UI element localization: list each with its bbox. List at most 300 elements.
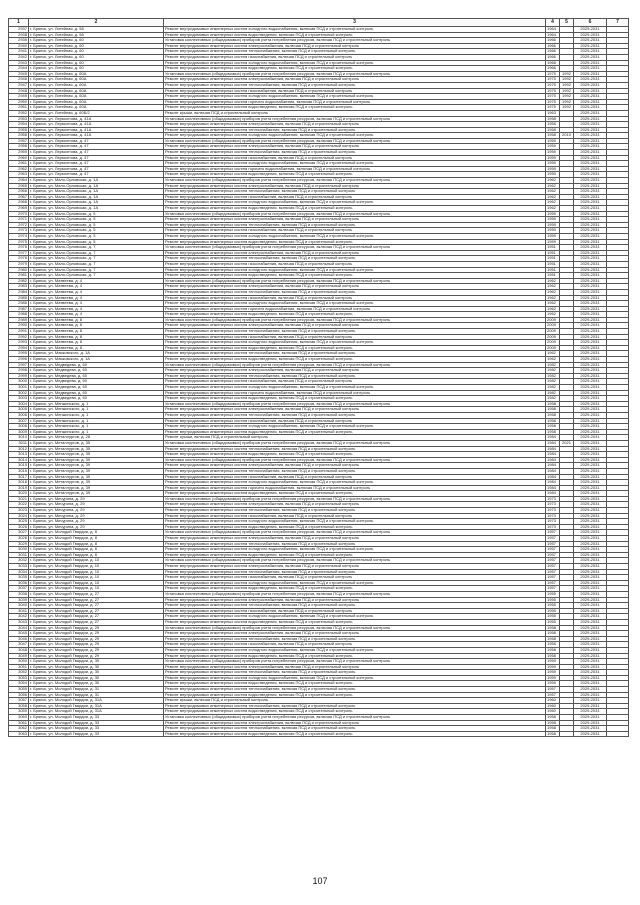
planned-period: 2029-2031 — [574, 670, 607, 676]
address: г. Брянск, ул. Литейная, д. 60Б/2 — [29, 110, 164, 116]
address: г. Брянск, ул. Маяковского, д. 1А — [29, 357, 164, 363]
year-built: 1957 — [546, 541, 560, 547]
row-number: 2977 — [9, 250, 29, 256]
planned-period: 2029-2031 — [574, 116, 607, 122]
row-number: 3026 — [9, 524, 29, 530]
row-number: 2994 — [9, 345, 29, 351]
year-built: 1958 — [546, 412, 560, 418]
work-type: Установка коллективных (общедомовых) приборов учета потребления ресурсов, включая ПСД и строительный контроль — [164, 138, 546, 144]
work-type: Установка коллективных (общедомовых) приборов учета потребления ресурсов, включая ПСД и строительный контроль — [164, 625, 546, 631]
row-number: 3063 — [9, 731, 29, 737]
year-built: 2009 — [546, 323, 560, 329]
table-header-row — [9, 19, 629, 27]
address: г. Брянск, ул. Медведева, д. 60 — [29, 368, 164, 374]
row-number: 2951 — [9, 105, 29, 111]
row-number: 3027 — [9, 530, 29, 536]
address: г. Брянск, ул. Металлургов, д. 35 — [29, 452, 164, 458]
address: г. Брянск, ул. Молодой Гвардии, д. 10 — [29, 586, 164, 592]
year-built: 1958 — [546, 133, 560, 139]
row-number: 3036 — [9, 580, 29, 586]
work-type: Ремонт внутридомовых инженерных систем теплоснабжения, включая ПСД и строительный контроль — [164, 256, 546, 262]
planned-period: 2029-2031 — [574, 541, 607, 547]
year-built: 1962 — [546, 301, 560, 307]
planned-period: 2029-2031 — [574, 664, 607, 670]
year-built: 1958 — [546, 122, 560, 128]
work-type: Ремонт внутридомовых инженерных систем горячего водоснабжения, включая ПСД и строительный контроль — [164, 99, 546, 105]
year-built: 1984 — [546, 446, 560, 452]
year-built: 1975 — [546, 88, 560, 94]
row-number: 2948 — [9, 88, 29, 94]
work-type: Ремонт внутридомовых инженерных систем электроснабжения, включая ПСД и строительный контроль — [164, 144, 546, 150]
address: г. Брянск, ул. Литейная, д. 60 — [29, 43, 164, 49]
table-body — [9, 27, 629, 737]
planned-period: 2029-2031 — [574, 239, 607, 245]
year-built: 1957 — [546, 575, 560, 581]
row-number: 2983 — [9, 284, 29, 290]
row-number: 3022 — [9, 502, 29, 508]
year-built: 1982 — [546, 379, 560, 385]
year-built: 1962 — [546, 189, 560, 195]
row-number: 3034 — [9, 569, 29, 575]
planned-period: 2029-2031 — [574, 54, 607, 60]
row-number: 3062 — [9, 726, 29, 732]
planned-period: 2029-2031 — [574, 435, 607, 441]
planned-period: 2029-2031 — [574, 217, 607, 223]
address: г. Брянск, ул. Металлургов, д. 39 — [29, 485, 164, 491]
planned-period: 2029-2031 — [574, 675, 607, 681]
planned-period: 2029-2031 — [574, 49, 607, 55]
year-built: 1962 — [546, 289, 560, 295]
row-number: 3032 — [9, 558, 29, 564]
work-type: Ремонт внутридомовых инженерных систем теплоснабжения, включая ПСД и строительный контроль — [164, 541, 546, 547]
planned-period: 2029-2031 — [574, 536, 607, 542]
planned-period: 2029-2031 — [574, 457, 607, 463]
year-built: 1957 — [546, 687, 560, 693]
work-type: Ремонт внутридомовых инженерных систем холодного водоснабжения, включая ПСД и строительный контроль — [164, 161, 546, 167]
row-number: 2955 — [9, 127, 29, 133]
planned-period: 2029-2031 — [574, 329, 607, 335]
planned-period: 2029-2031 — [574, 38, 607, 44]
work-type: Ремонт внутридомовых инженерных систем водоотведения, включая ПСД и строительный контроль — [164, 206, 546, 212]
row-number: 2982 — [9, 278, 29, 284]
work-type: Ремонт внутридомовых инженерных систем водоотведения, включая ПСД и строительный контроль — [164, 552, 546, 558]
address: г. Брянск, ул. Матвеева, д. 8 — [29, 334, 164, 340]
year-built: 1960 — [546, 709, 560, 715]
planned-period: 2029-2031 — [574, 373, 607, 379]
year-built: 1984 — [546, 485, 560, 491]
row-number: 2997 — [9, 362, 29, 368]
work-type: Ремонт внутридомовых инженерных систем холодного водоснабжения, включая ПСД и строительный контроль — [164, 200, 546, 206]
planned-period: 2029-2031 — [574, 183, 607, 189]
address: г. Брянск, ул. Молодой Гвардии, д. 8 — [29, 552, 164, 558]
planned-period: 2029-2031 — [574, 77, 607, 83]
row-number: 2944 — [9, 66, 29, 72]
planned-period: 2029-2031 — [574, 88, 607, 94]
address: г. Брянск, ул. Молодой Гвардии, д. 10 — [29, 564, 164, 570]
planned-period: 2029-2031 — [574, 412, 607, 418]
row-number: 3011 — [9, 440, 29, 446]
address: г. Брянск, ул. Металлургов, д. 28 — [29, 435, 164, 441]
row-number: 3014 — [9, 457, 29, 463]
year-built: 1958 — [546, 726, 560, 732]
work-type: Ремонт внутридомовых инженерных систем газоснабжения, включая ПСД и строительный контроль — [164, 295, 546, 301]
year-built: 1973 — [546, 496, 560, 502]
address: г. Брянск, ул. Молодой Гвардии, д. 33 — [29, 715, 164, 721]
row-number: 2996 — [9, 357, 29, 363]
address: г. Брянск, ул. Молодой Гвардии, д. 29 — [29, 642, 164, 648]
planned-period: 2029-2031 — [574, 161, 607, 167]
planned-period: 2029-2031 — [574, 485, 607, 491]
address: г. Брянск, ул. Литейная, д. 60 — [29, 66, 164, 72]
address: г. Брянск, ул. Медведева, д. 60 — [29, 390, 164, 396]
work-type: Ремонт внутридомовых инженерных систем теплоснабжения, включая ПСД и строительный контроль — [164, 329, 546, 335]
address: г. Брянск, ул. Мало-Орловская, д. 7 — [29, 261, 164, 267]
row-number: 2967 — [9, 194, 29, 200]
planned-period: 2029-2031 — [574, 317, 607, 323]
row-number: 3024 — [9, 513, 29, 519]
address: г. Брянск, ул. Мало-Орловская, д. 5 — [29, 222, 164, 228]
year-built: 1960 — [546, 698, 560, 704]
row-number: 3052 — [9, 670, 29, 676]
address: г. Брянск, ул. Матвеева, д. 8 — [29, 317, 164, 323]
year-built: 1959 — [546, 670, 560, 676]
address: г. Брянск, ул. Молодой Гвардии, д. 30 — [29, 675, 164, 681]
planned-period: 2029-2031 — [574, 631, 607, 637]
address: г. Брянск, ул. Медведева, д. 60 — [29, 385, 164, 391]
address: г. Брянск, ул. Маяковского, д. 1А — [29, 351, 164, 357]
address: г. Брянск, ул. Молодой Гвардии, д. 31 — [29, 692, 164, 698]
work-type: Ремонт внутридомовых инженерных систем водоотведения, включая ПСД и строительный контроль — [164, 681, 546, 687]
row-number: 3010 — [9, 435, 29, 441]
address: г. Брянск, ул. Молодой Гвардии, д. 30 — [29, 681, 164, 687]
planned-period: 2029-2031 — [574, 692, 607, 698]
planned-period: 2029-2031 — [574, 491, 607, 497]
year-built: 1982 — [546, 385, 560, 391]
address: г. Брянск, ул. Молодой Гвардии, д. 31А — [29, 698, 164, 704]
year-built: 1958 — [546, 116, 560, 122]
address: г. Брянск, ул. Молодой Гвардии, д. 27 — [29, 619, 164, 625]
year-built: 2009 — [546, 345, 560, 351]
address: г. Брянск, ул. Мало-Орловская, д. 1А — [29, 189, 164, 195]
address: г. Брянск, ул. Мало-Орловская, д. 7 — [29, 273, 164, 279]
year-built: 1984 — [546, 463, 560, 469]
work-type: Ремонт внутридомовых инженерных систем водоотведения, включая ПСД и строительный контроль — [164, 239, 546, 245]
row-number: 2980 — [9, 267, 29, 273]
address: г. Брянск, ул. Металлургов, д. 39 — [29, 474, 164, 480]
year-built: 1962 — [546, 194, 560, 200]
planned-period: 2029-2031 — [574, 127, 607, 133]
planned-period: 2029-2031 — [574, 200, 607, 206]
planned-period: 2029-2031 — [574, 345, 607, 351]
planned-period: 2029-2031 — [574, 619, 607, 625]
work-type: Ремонт внутридомовых инженерных систем электроснабжения, включая ПСД и строительный контроль — [164, 502, 546, 508]
work-type: Ремонт внутридомовых инженерных систем холодного водоснабжения, включая ПСД и строительный контроль — [164, 519, 546, 525]
address: г. Брянск, ул. Матвеева, д. 8 — [29, 329, 164, 335]
planned-period: 2029-2031 — [574, 150, 607, 156]
column-header-1: 1 — [9, 19, 29, 27]
row-number: 3003 — [9, 396, 29, 402]
work-type: Ремонт внутридомовых инженерных систем водоотведения, включая ПСД и строительный контроль — [164, 709, 546, 715]
row-number: 3058 — [9, 703, 29, 709]
address: г. Брянск, ул. Металлургов, д. 35 — [29, 446, 164, 452]
work-type: Ремонт крыши, включая ПСД и строительный контроль — [164, 698, 546, 704]
row-number: 3007 — [9, 418, 29, 424]
planned-period: 2029-2031 — [574, 206, 607, 212]
address: г. Брянск, ул. Литейная, д. 60А — [29, 88, 164, 94]
work-type: Установка коллективных (общедомовых) приборов учета потребления ресурсов, включая ПСД и строительный контроль — [164, 440, 546, 446]
planned-period: 2029-2031 — [574, 614, 607, 620]
row-number: 2978 — [9, 256, 29, 262]
address: г. Брянск, ул. Молодой Гвардии, д. 27 — [29, 614, 164, 620]
work-type: Установка коллективных (общедомовых) приборов учета потребления ресурсов, включая ПСД и строительный контроль — [164, 245, 546, 251]
year-built: 1955 — [546, 619, 560, 625]
planned-period: 2029-2031 — [574, 681, 607, 687]
year-built: 1959 — [546, 675, 560, 681]
address: г. Брянск, ул. Литейная, д. 60 — [29, 54, 164, 60]
row-number: 2962 — [9, 166, 29, 172]
year-built: 1957 — [546, 580, 560, 586]
work-type: Ремонт внутридомовых инженерных систем газоснабжения, включая ПСД и строительный контроль — [164, 228, 546, 234]
year-built: 1958 — [546, 407, 560, 413]
row-number: 3017 — [9, 474, 29, 480]
row-number: 3060 — [9, 715, 29, 721]
work-type: Ремонт крыши, включая ПСД и строительный контроль — [164, 435, 546, 441]
row-number: 3046 — [9, 636, 29, 642]
row-number: 3016 — [9, 468, 29, 474]
planned-period: 2029-2031 — [574, 519, 607, 525]
planned-period: 2029-2031 — [574, 357, 607, 363]
row-number: 3042 — [9, 614, 29, 620]
address: г. Брянск, ул. Мало-Орловская, д. 1А — [29, 200, 164, 206]
planned-period: 2029-2031 — [574, 653, 607, 659]
row-number: 3051 — [9, 664, 29, 670]
work-type: Ремонт внутридомовых инженерных систем электроснабжения, включая ПСД и строительный контроль — [164, 250, 546, 256]
row-number: 3056 — [9, 692, 29, 698]
planned-period: 2029-2031 — [574, 569, 607, 575]
planned-period: 2029-2031 — [574, 418, 607, 424]
address: г. Брянск, ул. Молодой Гвардии, д. 10 — [29, 580, 164, 586]
year-built: 1962 — [546, 357, 560, 363]
address: г. Брянск, ул. Литейная, д. 60 — [29, 49, 164, 55]
planned-period: 2029-2031 — [574, 66, 607, 72]
work-type: Ремонт внутридомовых инженерных систем теплоснабжения, включая ПСД и строительный контроль — [164, 603, 546, 609]
work-type: Ремонт внутридомовых инженерных систем электроснабжения, включая ПСД и строительный контроль — [164, 122, 546, 128]
planned-period: 2029-2031 — [574, 105, 607, 111]
planned-period: 2029-2031 — [574, 715, 607, 721]
planned-period: 2029-2031 — [574, 194, 607, 200]
work-type: Ремонт внутридомовых инженерных систем теплоснабжения, включая ПСД и строительный контроль — [164, 726, 546, 732]
planned-period: 2029-2031 — [574, 452, 607, 458]
address: г. Брянск, ул. Лермонтова, д. 41А — [29, 122, 164, 128]
work-type: Ремонт внутридомовых инженерных систем теплоснабжения, включая ПСД и строительный контроль — [164, 670, 546, 676]
row-number: 3021 — [9, 496, 29, 502]
year-built: 1958 — [546, 424, 560, 430]
planned-period: 2029-2031 — [574, 211, 607, 217]
row-number: 2992 — [9, 334, 29, 340]
year-built: 1951 — [546, 256, 560, 262]
year-built: 1959 — [546, 233, 560, 239]
work-type: Ремонт внутридомовых инженерных систем газоснабжения, включая ПСД и строительный контроль — [164, 155, 546, 161]
year-built: 1975 — [546, 94, 560, 100]
year-built: 1959 — [546, 144, 560, 150]
year-built: 1966 — [546, 54, 560, 60]
planned-period: 2029-2031 — [574, 138, 607, 144]
year-renovated: 1992 — [560, 82, 574, 88]
year-renovated: 1992 — [560, 105, 574, 111]
row-number: 3040 — [9, 603, 29, 609]
address: г. Брянск, ул. Мичурина, д. 29 — [29, 508, 164, 514]
work-type: Ремонт внутридомовых инженерных систем теплоснабжения, включая ПСД и строительный контроль — [164, 468, 546, 474]
address: г. Брянск, ул. Мичурина, д. 29 — [29, 513, 164, 519]
row-number: 2942 — [9, 54, 29, 60]
year-built: 1957 — [546, 564, 560, 570]
year-built: 1966 — [546, 49, 560, 55]
work-type: Ремонт внутридомовых инженерных систем холодного водоснабжения, включая ПСД и строительный контроль — [164, 647, 546, 653]
planned-period: 2029-2031 — [574, 233, 607, 239]
planned-period: 2029-2031 — [574, 166, 607, 172]
row-number: 2986 — [9, 301, 29, 307]
address: г. Брянск, ул. Мичурина, д. 29 — [29, 524, 164, 530]
planned-period: 2029-2031 — [574, 27, 607, 33]
year-built: 1955 — [546, 614, 560, 620]
row-number: 3043 — [9, 619, 29, 625]
work-type: Ремонт внутридомовых инженерных систем электроснабжения, включая ПСД и строительный контроль — [164, 536, 546, 542]
year-built: 1959 — [546, 155, 560, 161]
address: г. Брянск, ул. Литейная, д. 60А — [29, 82, 164, 88]
work-type: Ремонт внутридомовых инженерных систем водоотведения, включая ПСД и строительный контроль — [164, 452, 546, 458]
work-type: Ремонт внутридомовых инженерных систем водоотведения, включая ПСД и строительный контроль — [164, 491, 546, 497]
planned-period: 2029-2031 — [574, 687, 607, 693]
work-type: Ремонт внутридомовых инженерных систем водоотведения, включая ПСД и строительный контроль — [164, 172, 546, 178]
row-number: 2952 — [9, 110, 29, 116]
year-built: 1962 — [546, 306, 560, 312]
planned-period: 2029-2031 — [574, 189, 607, 195]
row-number: 2938 — [9, 32, 29, 38]
row-number: 2985 — [9, 295, 29, 301]
address: г. Брянск, ул. Менжинского, д. 1 — [29, 401, 164, 407]
year-built: 1959 — [546, 150, 560, 156]
address: г. Брянск, ул. Литейная, д. 60А — [29, 99, 164, 105]
address: г. Брянск, ул. Лермонтова, д. 41А — [29, 116, 164, 122]
address: г. Брянск, ул. Молодой Гвардии, д. 8 — [29, 530, 164, 536]
planned-period: 2029-2031 — [574, 289, 607, 295]
address: г. Брянск, ул. Мичурина, д. 29 — [29, 496, 164, 502]
row-number: 3002 — [9, 390, 29, 396]
year-built: 1959 — [546, 659, 560, 665]
year-built: 1973 — [546, 502, 560, 508]
address: г. Брянск, ул. Медведева, д. 60 — [29, 373, 164, 379]
year-built: 1964 — [546, 32, 560, 38]
row-number: 2947 — [9, 82, 29, 88]
year-built: 1957 — [546, 530, 560, 536]
year-built: 1982 — [546, 362, 560, 368]
address: г. Брянск, ул. Молодой Гвардии, д. 10 — [29, 575, 164, 581]
address: г. Брянск, ул. Молодой Гвардии, д. 30 — [29, 670, 164, 676]
address: г. Брянск, ул. Молодой Гвардии, д. 27 — [29, 591, 164, 597]
planned-period: 2029-2031 — [574, 440, 607, 446]
year-built: 1984 — [546, 468, 560, 474]
work-type: Ремонт внутридомовых инженерных систем горячего водоснабжения, включая ПСД и строительный контроль — [164, 485, 546, 491]
row-number: 3033 — [9, 564, 29, 570]
work-type: Ремонт внутридомовых инженерных систем теплоснабжения, включая ПСД и строительный контроль — [164, 569, 546, 575]
planned-period: 2029-2031 — [574, 401, 607, 407]
work-type: Ремонт внутридомовых инженерных систем горячего водоснабжения, включая ПСД и строительный контроль — [164, 390, 546, 396]
address: г. Брянск, ул. Молодой Гвардии, д. 29 — [29, 647, 164, 653]
row-number: 2972 — [9, 222, 29, 228]
year-built: 1958 — [546, 715, 560, 721]
work-type: Ремонт внутридомовых инженерных систем холодного водоснабжения, включая ПСД и строительный контроль — [164, 547, 546, 553]
row-number: 2990 — [9, 323, 29, 329]
address: г. Брянск, ул. Молодой Гвардии, д. 31А — [29, 703, 164, 709]
address: г. Брянск, ул. Молодой Гвардии, д. 33 — [29, 720, 164, 726]
work-type: Ремонт внутридомовых инженерных систем теплоснабжения, включая ПСД и строительный контроль — [164, 446, 546, 452]
row-number: 2991 — [9, 329, 29, 335]
row-number: 3054 — [9, 681, 29, 687]
planned-period: 2029-2031 — [574, 524, 607, 530]
address: г. Брянск, ул. Лермонтова, д. 47 — [29, 166, 164, 172]
address: г. Брянск, ул. Молодой Гвардии, д. 31А — [29, 709, 164, 715]
address: г. Брянск, ул. Молодой Гвардии, д. 8 — [29, 541, 164, 547]
planned-period: 2029-2031 — [574, 720, 607, 726]
year-renovated: 2021 — [560, 440, 574, 446]
table-row — [9, 731, 629, 737]
row-number: 3018 — [9, 480, 29, 486]
year-built: 1962 — [546, 312, 560, 318]
year-built: 1984 — [546, 452, 560, 458]
row-number: 2961 — [9, 161, 29, 167]
address: г. Брянск, ул. Литейная, д. 60А — [29, 105, 164, 111]
address: г. Брянск, ул. Мичурина, д. 29 — [29, 519, 164, 525]
row-number: 2957 — [9, 138, 29, 144]
work-type: Ремонт внутридомовых инженерных систем теплоснабжения, включая ПСД и строительный контроль — [164, 189, 546, 195]
planned-period: 2029-2031 — [574, 552, 607, 558]
address: г. Брянск, ул. Мало-Орловская, д. 7 — [29, 250, 164, 256]
year-built: 1951 — [546, 267, 560, 273]
year-built: 1984 — [546, 480, 560, 486]
row-number: 2999 — [9, 373, 29, 379]
address: г. Брянск, ул. Металлургов, д. 39 — [29, 480, 164, 486]
year-built: 1963 — [546, 110, 560, 116]
row-number: 2968 — [9, 200, 29, 206]
address: г. Брянск, ул. Литейная, д. 60 — [29, 60, 164, 66]
year-built: 1957 — [546, 558, 560, 564]
row-number: 3008 — [9, 424, 29, 430]
work-type: Ремонт внутридомовых инженерных систем водоотведения, включая ПСД и строительный контроль — [164, 586, 546, 592]
row-number: 2998 — [9, 368, 29, 374]
year-built: 1975 — [546, 82, 560, 88]
planned-period: 2029-2031 — [574, 407, 607, 413]
work-type: Ремонт внутридомовых инженерных систем теплоснабжения, включая ПСД и строительный контроль — [164, 289, 546, 295]
planned-period: 2029-2031 — [574, 245, 607, 251]
work-type: Ремонт внутридомовых инженерных систем водоотведения, включая ПСД и строительный контроль — [164, 66, 546, 72]
year-built: 1959 — [546, 166, 560, 172]
address: г. Брянск, ул. Молодой Гвардии, д. 10 — [29, 569, 164, 575]
work-type: Ремонт внутридомовых инженерных систем водоотведения, включая ПСД и строительный контроль — [164, 731, 546, 737]
year-built: 1951 — [546, 261, 560, 267]
planned-period: 2029-2031 — [574, 250, 607, 256]
work-type: Ремонт внутридомовых инженерных систем газоснабжения, включая ПСД и строительный контроль — [164, 474, 546, 480]
planned-period: 2029-2031 — [574, 424, 607, 430]
address: г. Брянск, ул. Мало-Орловская, д. 1А — [29, 206, 164, 212]
row-number: 2987 — [9, 306, 29, 312]
row-number: 2966 — [9, 189, 29, 195]
address: г. Брянск, ул. Матвеева, д. 4 — [29, 301, 164, 307]
year-built: 1982 — [546, 368, 560, 374]
planned-period: 2029-2031 — [574, 446, 607, 452]
planned-period: 2029-2031 — [574, 368, 607, 374]
year-built: 1975 — [546, 99, 560, 105]
address: г. Брянск, ул. Молодой Гвардии, д. 27 — [29, 603, 164, 609]
